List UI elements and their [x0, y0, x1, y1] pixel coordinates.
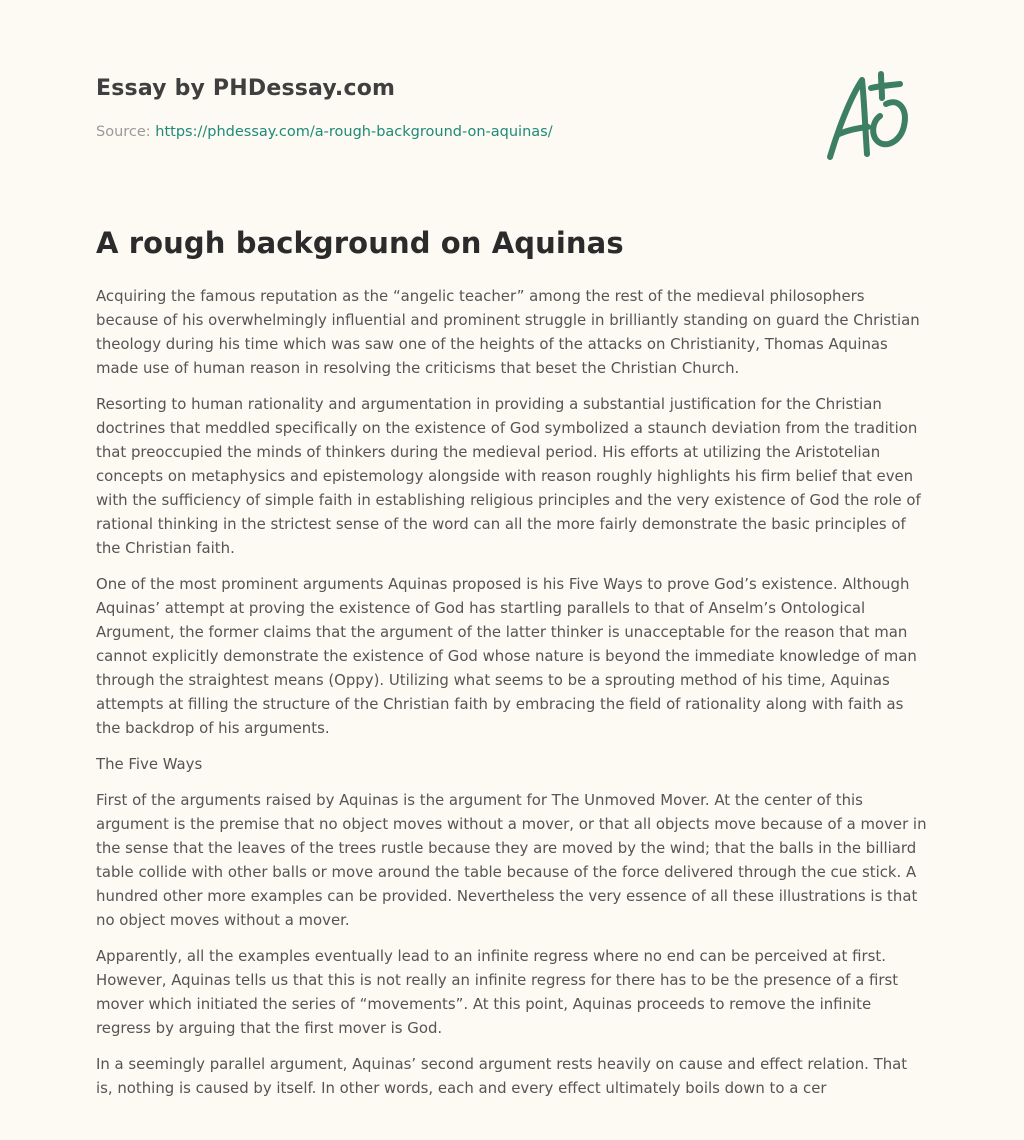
section-heading: The Five Ways	[96, 755, 203, 773]
source-label: Source:	[96, 124, 156, 140]
essay-paragraph: Apparently, all the examples eventually lead to an infinite regress where no end can be perceived at first. However, Aquinas tells us that this is not really an infinite regress for there has to be the presence of a first mover which initiated the series of “movements”. At this point, Aquinas proceeds to remove the infinite regress by arguing that the first mover is God.	[96, 947, 899, 1037]
source-line	[96, 124, 553, 140]
essay-title: A rough background on Aquinas	[96, 226, 624, 260]
essay-page	[96, 0, 928, 1140]
source-link[interactable]: https://phdessay.com/a-rough-background-on-aquinas/	[155, 124, 553, 140]
a-plus-grade-icon	[824, 68, 924, 164]
essay-paragraph: First of the arguments raised by Aquinas is the argument for The Unmoved Mover. At the center of this argument is the premise that no object moves without a mover, or that all objects move because of a mover in the sense that the leaves of the trees rustle because they are moved by the wind; that the balls in the billiard table collide with other balls or move around the table because of the force delivered through the cue stick. A hundred other more examples can be provided. Nevertheless the very essence of all these illustrations is that no object moves without a mover.	[96, 791, 927, 929]
essay-paragraph: Acquiring the famous reputation as the “angelic teacher” among the rest of the medieval philosophers because of his overwhelmingly influential and prominent struggle in brilliantly standing on guard the Christian theology during his time which was saw one of the heights of the attacks on Christianity, Thomas Aquinas made use of human reason in resolving the criticisms that beset the Christian Church.	[96, 287, 920, 377]
essay-body	[96, 284, 928, 1140]
essay-paragraph: One of the most prominent arguments Aquinas proposed is his Five Ways to prove God’s existence. Although Aquinas’ attempt at proving the existence of God has startling parallels to that of Anselm’s Ontological Argument, the former claims that the argument of the latter thinker is unacceptable for the reason that man cannot explicitly demonstrate the existence of God whose nature is beyond the immediate knowledge of man through the straightest means (Oppy). Utilizing what seems to be a sprouting method of his time, Aquinas attempts at filling the structure of the Christian faith by embracing the field of rationality along with faith as the backdrop of his arguments.	[96, 575, 917, 737]
essay-paragraph: Resorting to human rationality and argumentation in providing a substantial justification for the Christian doctrines that meddled specifically on the existence of God symbolized a staunch deviation from the tradition that preoccupied the minds of thinkers during the medieval period. His efforts at utilizing the Aristotelian concepts on metaphysics and epistemology alongside with reason roughly highlights his firm belief that even with the sufficiency of simple faith in establishing religious principles and the very existence of God the role of rational thinking in the strictest sense of the word can all the more fairly demonstrate the basic principles of the Christian faith.	[96, 395, 921, 557]
site-brand: Essay by PHDessay.com	[96, 76, 396, 101]
essay-paragraph: In a seemingly parallel argument, Aquinas’ second argument rests heavily on cause and effect relation. That is, nothing is caused by itself. In other words, each and every effect ultimately boils down to a cer	[96, 1055, 908, 1097]
